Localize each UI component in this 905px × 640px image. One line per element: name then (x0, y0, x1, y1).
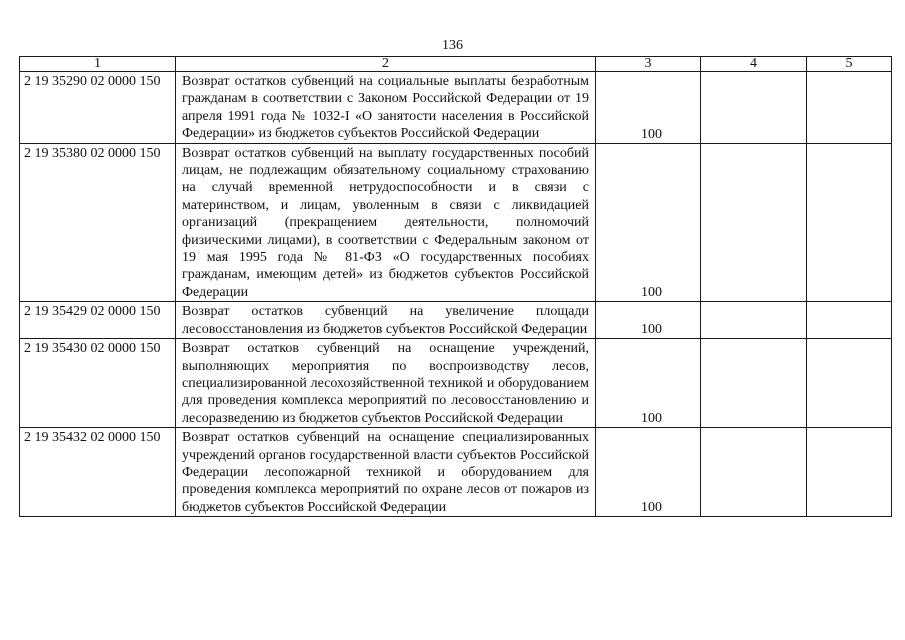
col4-value-cell (701, 302, 807, 339)
description-cell: Возврат остатков субвенций на выплату государственных пособий лицам, не подлежащим обязательному социальному страхованию на случай временной нетрудоспособности и в связи с материнством, и лицам, уволенным в связи с ликвидацией организаций (прекращением деятельности, полномочий физическими лицами), в соответствии с Федеральным законом от 19 мая 1995 года № 81-ФЗ «О государственных пособиях гражданам, имеющим детей» из бюджетов субъектов Российской Федерации (176, 143, 596, 302)
table-row (20, 339, 892, 428)
col3-value-cell: 100 (596, 428, 701, 517)
column-header-1: 1 (20, 57, 176, 72)
column-header-5: 5 (807, 57, 892, 72)
col5-value-cell (807, 72, 892, 144)
table-row (20, 143, 892, 302)
col3-value-cell: 100 (596, 339, 701, 428)
col5-value-cell (807, 428, 892, 517)
col5-value-cell (807, 143, 892, 302)
table-row (20, 72, 892, 144)
table-header-row (20, 57, 892, 72)
budget-code-cell: 2 19 35380 02 0000 150 (20, 143, 176, 302)
budget-code-cell: 2 19 35432 02 0000 150 (20, 428, 176, 517)
col4-value-cell (701, 428, 807, 517)
column-header-2: 2 (176, 57, 596, 72)
col5-value-cell (807, 339, 892, 428)
col4-value-cell (701, 143, 807, 302)
col4-value-cell (701, 339, 807, 428)
budget-code-cell: 2 19 35290 02 0000 150 (20, 72, 176, 144)
description-cell: Возврат остатков субвенций на оснащение учреждений, выполняющих мероприятия по воспроизводству лесов, специализированной лесохозяйственной техникой и оборудованием для проведения комплекса мероприятий по лесовосстановлению и лесоразведению из бюджетов субъектов Российской Федерации (176, 339, 596, 428)
description-cell: Возврат остатков субвенций на оснащение специализированных учреждений органов государственной власти субъектов Российской Федерации лесопожарной техникой и оборудованием для проведения комплекса мероприятий по охране лесов от пожаров из бюджетов субъектов Российской Федерации (176, 428, 596, 517)
col3-value-cell: 100 (596, 302, 701, 339)
col4-value-cell (701, 72, 807, 144)
col3-value-cell: 100 (596, 72, 701, 144)
budget-code-cell: 2 19 35429 02 0000 150 (20, 302, 176, 339)
col5-value-cell (807, 302, 892, 339)
table-row (20, 302, 892, 339)
table-row (20, 428, 892, 517)
budget-code-cell: 2 19 35430 02 0000 150 (20, 339, 176, 428)
description-cell: Возврат остатков субвенций на социальные выплаты безработным гражданам в соответствии с Законом Российской Федерации от 19 апреля 1991 года № 1032-I «О занятости населения в Российской Федерации» из бюджетов субъектов Российской Федерации (176, 72, 596, 144)
page-number: 136 (442, 38, 463, 53)
budget-codes-table (19, 56, 892, 517)
description-cell: Возврат остатков субвенций на увеличение площади лесовосстановления из бюджетов субъектов Российской Федерации (176, 302, 596, 339)
column-header-3: 3 (596, 57, 701, 72)
column-header-4: 4 (701, 57, 807, 72)
col3-value-cell: 100 (596, 143, 701, 302)
